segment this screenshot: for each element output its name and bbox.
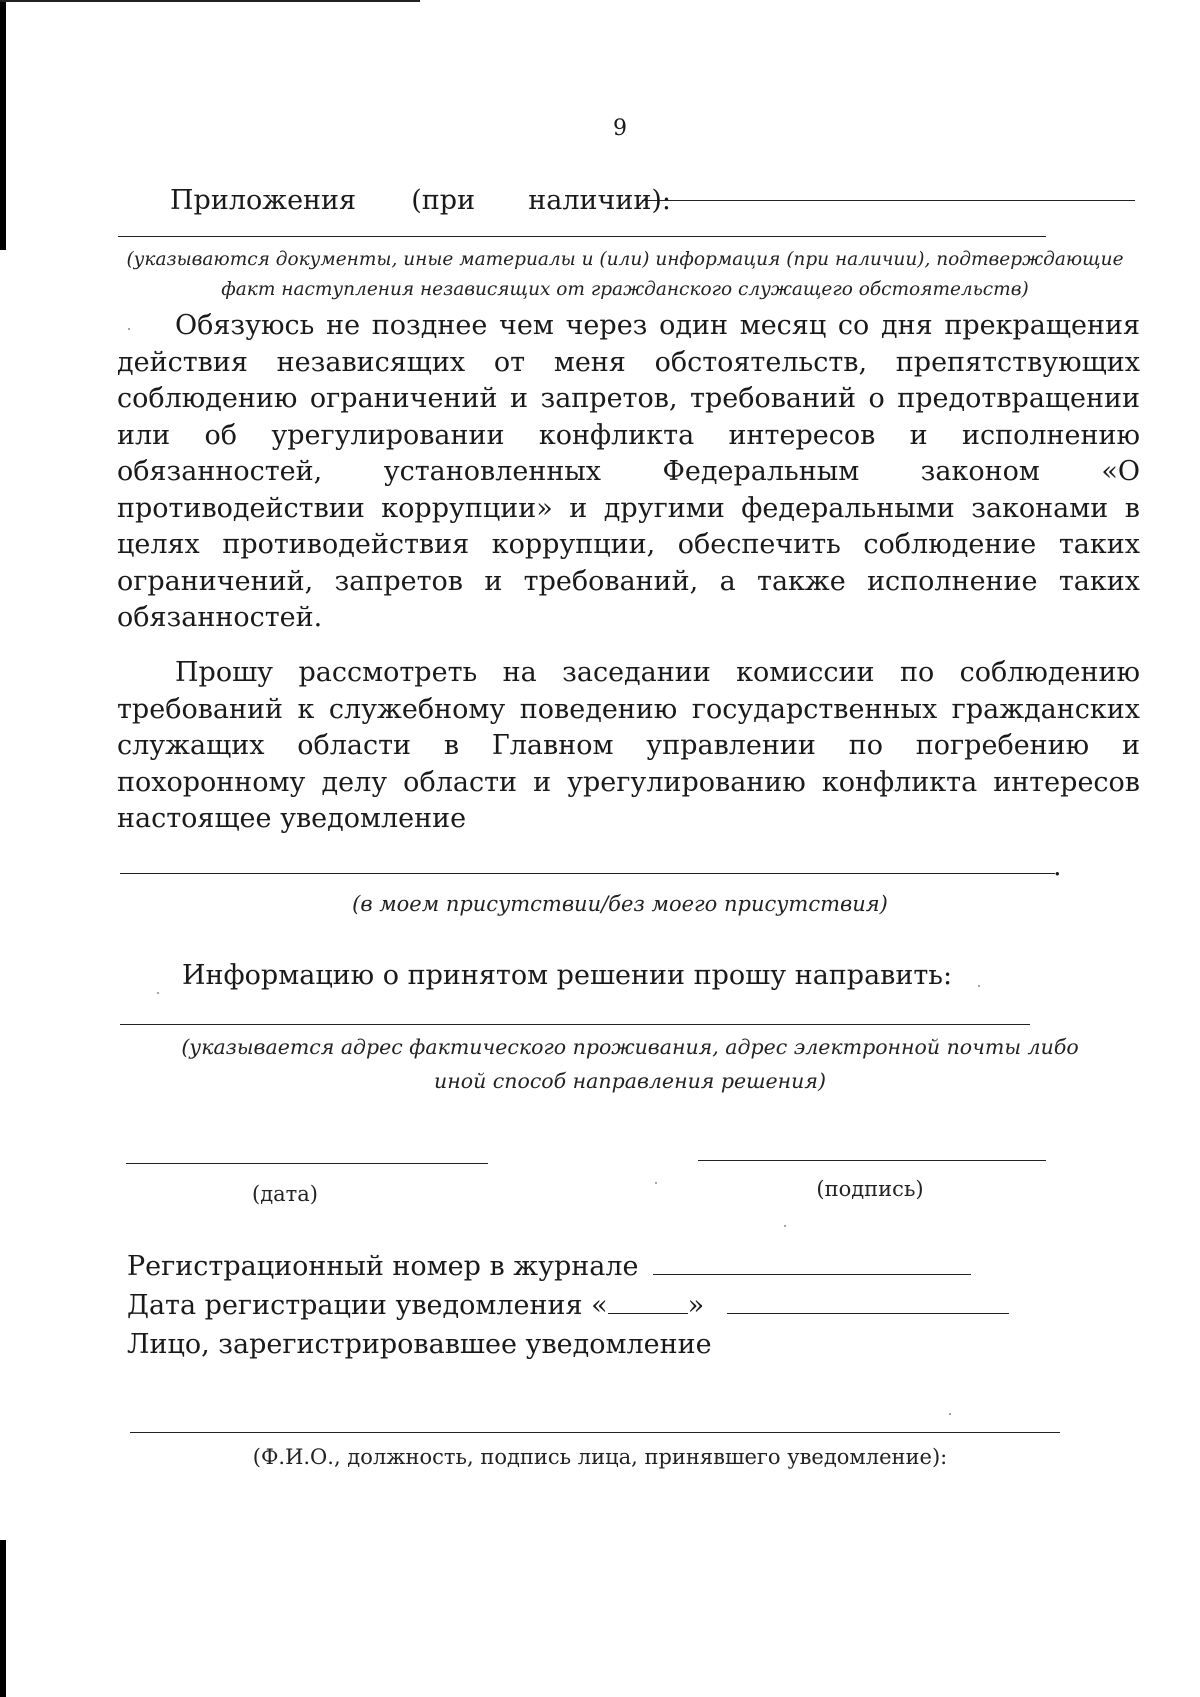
journal-number-label: Регистрационный номер в журнале [127, 1251, 639, 1282]
decision-request-text: Информацию о принятом решении прошу направить: [182, 960, 953, 991]
request-paragraph-text: Прошу рассмотреть на заседании комиссии по соблюдению требований к служебному поведению государственных гражданских служащих области в Главном управлении по погребению и похоронному делу области и урегулированию конфликта интересов настоящее уведомление [117, 657, 1140, 834]
registration-date-close: » [687, 1290, 705, 1321]
registrar-line [130, 1432, 1060, 1433]
scan-edge-bottom [0, 1540, 6, 1697]
attachments-label-paren-close: наличии): [528, 185, 671, 216]
date-line [126, 1163, 488, 1164]
scan-speck [157, 992, 159, 994]
attachments-caption-line1: (указываются документы, иные материалы и (или) информация (при наличии), подтверждающие [126, 249, 1124, 270]
request-paragraph [117, 655, 1140, 838]
registration-date-label: Дата регистрации уведомления « [127, 1290, 608, 1321]
registration-date-row [127, 1289, 1009, 1323]
presence-caption: (в моем присутствии/без моего присутствия) [352, 892, 888, 916]
address-caption-line1: (указывается адрес фактического проживания, адрес электронной почты либо [181, 1035, 1079, 1059]
registration-month-year-blank [727, 1291, 1009, 1314]
attachments-label-row [170, 184, 671, 218]
attachments-label: Приложения [170, 185, 357, 216]
commitment-paragraph [117, 308, 1140, 637]
scan-speck [784, 1225, 786, 1227]
registration-day-blank [608, 1291, 688, 1314]
signature-line [698, 1160, 1046, 1161]
scan-speck [949, 1413, 951, 1415]
attachments-second-line [118, 236, 1046, 237]
registrar-label: Лицо, зарегистрировавшее уведомление [127, 1329, 712, 1360]
page-number: 9 [613, 116, 627, 141]
signature-caption: (подпись) [816, 1177, 924, 1201]
decision-address-line [120, 1024, 1030, 1025]
address-caption-line2: иной способ направления решения) [434, 1069, 826, 1093]
attachments-caption-line2: факт наступления независящих от гражданского служащего обстоятельств) [221, 279, 1029, 300]
commitment-paragraph-text: Обязуюсь не позднее чем через один месяц со дня прекращения действия независящих от меня обстоятельств, препятствующих соблюдению ограничений и запретов, требований о предотвращении или об урегулировании конфликта интересов и исполнению обязанностей, установленных Федеральным законом «О противодействии коррупции» и другими федеральными законами в целях противодействия коррупции, обеспечить соблюдение таких ограничений, запретов и требований, а также исполнение таких обязанностей. [117, 310, 1140, 633]
attachments-label-paren-open: (при [411, 185, 476, 216]
scan-speck [128, 328, 130, 330]
scan-speck [655, 1182, 657, 1184]
registrar-caption: (Ф.И.О., должность, подпись лица, принявшего уведомление): [252, 1445, 948, 1469]
presence-dot: . [1053, 851, 1062, 882]
date-caption: (дата) [252, 1182, 318, 1206]
scan-top-edge [0, 0, 420, 2]
presence-blank-line [120, 873, 1055, 874]
attachments-blank-line [642, 200, 1135, 201]
journal-number-row [127, 1250, 971, 1284]
journal-number-blank [653, 1252, 971, 1275]
scan-speck [978, 985, 980, 987]
